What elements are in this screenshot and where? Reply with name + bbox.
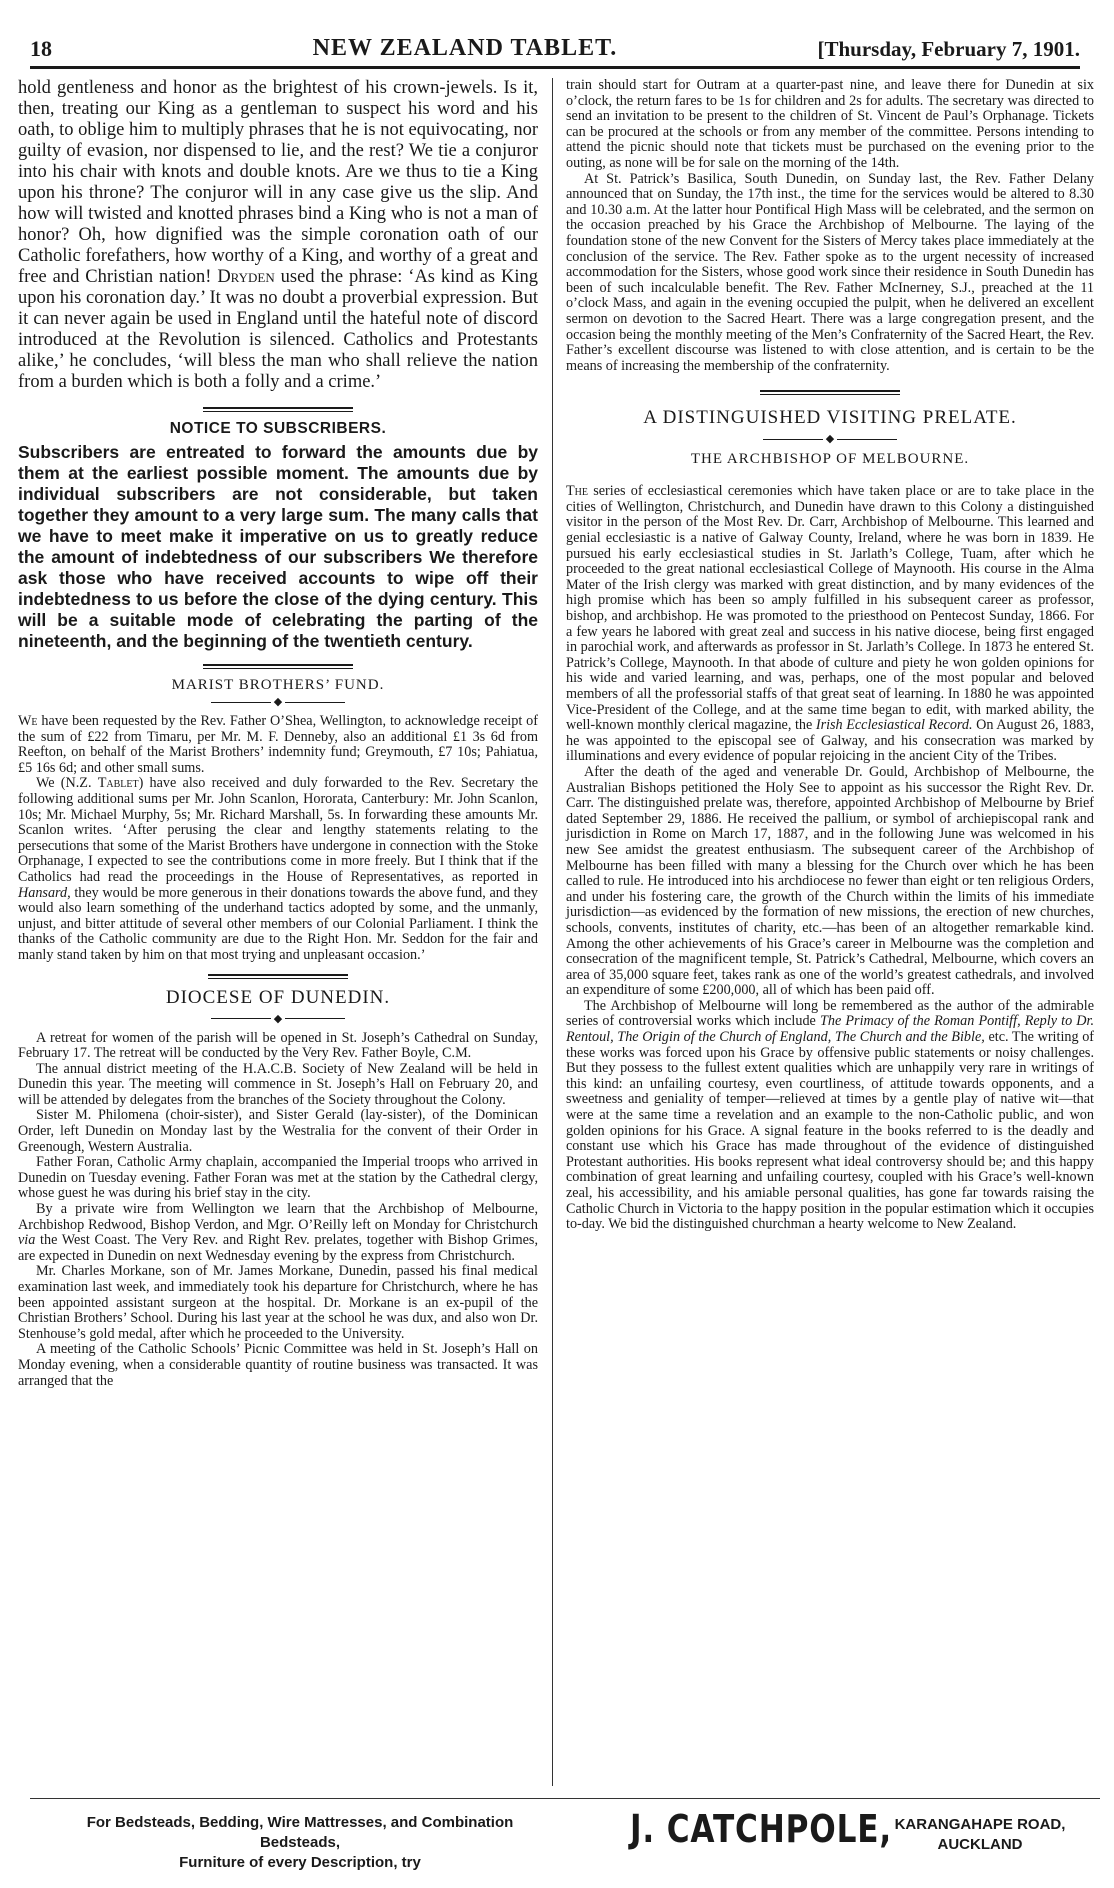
prelate-paragraph: The series of ecclesiastical ceremonies which have taken place or are to take place in the cities of Wellington, Christchurch, and Dunedin have drawn to this Colony a distinguished visitor in the person of the Most Rev. Dr. Carr, Archbishop of Melbourne. This learned and genial ecclesiastic is a native of Galway County, Ireland, where he was born in 1839. He pursued his early ecclesiastical studies in St. Jarlath’s College, Tuam, after which he proceeded to the great national ecclesiastical College of Maynooth. His course in the Alma Mater of the Irish clergy was marked with great distinction, and by many evidences of the high promise which has been so amply fulfilled in his subsequent career as professor, bishop, and archbishop. He was promoted to the priesthood on Pentecost Sunday, 1866. For a few years he labored with great zeal and success in his native diocese, being first engaged in parochial work, and afterwards as professor in St. Jarlath’s College. In 1873 he entered St. Patrick’s College, Maynooth. In that abode of culture and piety he won golden opinions for his wide and varied learning, and was, perhaps, one of the most popular and beloved members of all the professorial staffs of that great seat of learning. In 1880 he was appointed Vice-President of the College, and at the same time began to edit, with marked ability, the well-known monthly clerical magazine, the Irish Ecclesiastical Record. On August 26, 1883, he was appointed to the episcopal see of Galway, and his consecration was marked by illuminations and every evidence of popular rejoicing in the ancient City of the Tribes. [566, 483, 1095, 765]
prelate-article [566, 407, 1094, 1233]
section-divider [203, 407, 353, 412]
page-number: 18 [30, 36, 52, 61]
marist-paragraph: We (N.Z. Tablet) have also received and duly forwarded to the Rev. Secretary the following additional sums per Mr. John Scanlon, Hororata, Canterbury: Mr. John Scanlon, 10s; Mr. Michael Murphy, 5s; Mr. Richard Marshall, 5s. In forwarding these amounts Mr. Scanlon writes. ‘After perusing the clear and lengthy statements relating to the persecutions that some of the Marist Brothers have undergone in connection with the Stoke Orphanage, I expected to see the contributions come in more freely. But I think that if the Catholics had read the proceedings in the House of Representatives, as reported in Hansard, they would be more generous in their donations towards the above fund, and they would also learn something of the underhand tactics adopted by some, and the unmanly, unjust, and bitter attitude of several other members of our Colonial Parliament. I think the thanks of the Catholic community are due to the Right Hon. Mr. Seddon for the fair and manly stand taken by him on that most trying and unpleasant occasion.’ [18, 775, 539, 963]
prelate-subtitle: THE ARCHBISHOP OF MELBOURNE. [690, 451, 970, 468]
diocese-paragraph: At St. Patrick’s Basilica, South Dunedin, on Sunday last, the Rev. Father Delany announced that on Sunday, the 17th inst., the time for the services would be altered to 8.30 and 10.30 a.m. At the latter hour Pontifical High Mass will be celebrated, and the sermon on the occasion preached by his Grace the Archbishop of Melbourne. The laying of the foundation stone of the new Convent for the Sisters of Mercy takes place immediately at the conclusion of the service. The Rev. Father spoke as to the urgent necessity of increased accommodation for the Sisters, whose good work since their residence in South Dunedin has been of such incalculable benefit. The Rev. Father McInerney, S.J., preached at the 11 o’clock Mass, and again in the evening occupied the pulpit, when he delivered an excellent sermon on devotion to the Sacred Heart. There was a large congregation present, and the occasion being the monthly meeting of the Men’s Confraternity of the Sacred Heart, the Rev. Father’s excellent discourse was listened to with close attention, and is certain to be the means of increasing the membership of the confraternity. [566, 170, 1094, 374]
page-header [30, 22, 1080, 69]
diocese-paragraph: Mr. Charles Morkane, son of Mr. James Morkane, Dunedin, passed his final medical examination last week, and immediately took his departure for Christchurch, where he has been appointed assistant surgeon at the hospital. Dr. Morkane is an ex-pupil of the Christian Brothers’ School. During his last year at the school he was dux, and also won Dr. Stenhouse’s gold medal, after which he proceeded to the University. [18, 1263, 538, 1342]
diocese-paragraph: A retreat for women of the parish will be opened in St. Joseph’s Cathedral on Sunday, February 17. The retreat will be conducted by the Very Rev. Father Boyle, C.M. [18, 1029, 538, 1062]
ornament-divider: ◆ [18, 696, 538, 708]
ad-text: For Bedsteads, Bedding, Wire Mattresses, and Combination Bedsteads, Furniture of every Description, try [86, 1814, 514, 1871]
diocese-paragraph: A meeting of the Catholic Schools’ Picnic Committee was held in St. Joseph’s Hall on Monday evening, when a considerable quantity of routine business was transacted. It was arranged that the [18, 1341, 538, 1389]
prelate-paragraph: The Archbishop of Melbourne will long be remembered as the author of the admirable series of controversial works which include The Primacy of the Roman Pontiff, Reply to Dr. Rentoul, The Origin of the Church of England, The Church and the Bible, etc. The writing of these works was forced upon his Grace by offensive public statements or noisy challenges. But they possess to the fullest extent qualities which are unhappily very rare in writings of this kind: an unfailing courtesy, even courtliness, of attitude towards opponents, and a sweetness and geniality of temper—relieved at times by a gentle play of native wit—that were at the same time a revelation and an example to the non-Catholic public, and won golden opinions for his Grace. A signal feature in the books referred to is the deadly and constant use which his Grace has made throughout of the evidence of distinguished Protestant authorities. His books represent what ideal controversy should be; and this happy combination of great learning and unfailing courtesy, coupled with his Grace’s well-known zeal, his accessibility, and his amiable personal qualities, has gone far towards raising the Catholic Church in Victoria to the happy position in the popular estimation which it occupies to-day. We bid the distinguished churchman a hearty welcome to New Zealand. [566, 997, 1095, 1233]
notice-text: Subscribers are entreated to forward the amounts due by them at the earliest possible moment. The amounts due by individual subscribers are not considerable, but taken together they amount to a very large sum. The many calls that we have to meet make it imperative on us to greatly reduce the amount of indebtedness of our subscribers We therefore ask those who have received accounts to wipe off their indebtedness to us before the close of the dying century. This will be a suitable mode of celebrating the parting of the nineteenth, and the beginning of the twentieth century. [18, 442, 538, 651]
section-divider [208, 974, 348, 979]
article-continuation: hold gentleness and honor as the brightest of his crown-jewels. Is it, then, treating our King as a gentleman to suspect his word and his oath, to oblige him to multiply phrases that he is not equivocating, nor guilty of evasion, nor dispensed to lie, and the rest? We tie a conjuror into his chair with knots and double knots. Are we thus to tie a King upon his throne? The conjuror will in any case give us the slip. And how will twisted and knotted phrases bind a King who is not a man of honor? Oh, how dignified was the simple coronation oath of our Catholic forefathers, how worthy of a King, and worthy of a great and free and Christian nation! Dryden used the phrase: ‘As kind as King upon his coronation day.’ It was no doubt a proverbial expression. But it can never again be used in England until the hateful note of discord introduced at the Revolution is silenced. Catholics and Protestants alike,’ he concludes, ‘will bless the man who shall relieve the nation from a burden which is both a folly and a crime.’ [18, 78, 539, 392]
ornament-divider: ◆ [18, 1013, 538, 1025]
masthead-title: NEW ZEALAND TABLET. [312, 35, 618, 61]
left-column [18, 78, 538, 1389]
diocese-paragraph: The annual district meeting of the H.A.C.B. Society of New Zealand will be held in Dunedin this year. The meeting will commence in St. Joseph’s Hall on February 20, and will be attended by delegates from the branches of the Society throughout the Colony. [18, 1060, 538, 1108]
right-column [566, 78, 1094, 1233]
notice-subscribers [18, 420, 538, 652]
ad-business-name: J. CATCHPOLE, [630, 1807, 893, 1851]
prelate-paragraph: After the death of the aged and venerable Dr. Gould, Archbishop of Melbourne, the Australian Bishops petitioned the Holy See to appoint as his successor the Right Rev. Dr. Carr. The distinguished prelate was, therefore, appointed Archbishop of Melbourne by Brief dated September 29, 1886. He received the pallium, or symbol of archiepiscopal rank and jurisdiction in Rome on March 17, 1887, and in the following June was welcomed in his new See amidst the greatest enthusiasm. The subsequent career of the Archbishop of Melbourne has been filled with many a blessing for the Church over which he has been called to rule. He introduced into his archdiocese no fewer than eight or ten religious Orders, and under his fostering care, the growth of the Church within the limits of his immediate jurisdiction—as evidenced by the formation of new missions, the erection of new churches, schools, convents, institutes of charity, etc.—has been of an altogether remarkable kind. Among the other achievements of his Grace’s career in Melbourne was the completion and consecration of the magnificent temple, St. Patrick’s Cathedral, Melbourne, which covers an area of 35,000 square feet, takes rank as one of the world’s greatest cathedrals, and involved an expenditure of some £200,000, all of which has been paid off. [566, 763, 1094, 999]
issue-date: [Thursday, February 7, 1901. [817, 37, 1080, 61]
marist-fund-article [18, 677, 538, 964]
marist-title: MARIST BROTHERS’ FUND. [171, 677, 385, 693]
diocese-title: DIOCESE OF DUNEDIN. [165, 986, 391, 1008]
ornament-divider: ◆ [566, 433, 1094, 445]
marist-paragraph: We have been requested by the Rev. Father O’Shea, Wellington, to acknowledge receipt of the sum of £22 from Timaru, per Mr. M. F. Denneby, also an additional £1 3s 6d from Reefton, on behalf of the Marist Brothers’ indemnity fund; Greymouth, £7 10s; Pahiatua, £5 16s 6d; and other small sums. [18, 713, 538, 776]
section-divider [760, 390, 900, 395]
diocese-article [18, 987, 538, 1390]
notice-title: NOTICE TO SUBSCRIBERS. [169, 420, 387, 437]
section-divider [203, 664, 353, 669]
column-rule [552, 78, 553, 1786]
diocese-paragraph: Father Foran, Catholic Army chaplain, accompanied the Imperial troops who arrived in Dunedin on Tuesday evening. Father Foran was met at the station by the Cathedral clergy, whose guest he was during his brief stay in the city. [18, 1154, 538, 1202]
diocese-continuation: train should start for Outram at a quarter-past nine, and leave there for Dunedin at six o’clock, the return fares to be 1s for children and 2s for adults. The secretary was directed to send an invitation to be present to the children of St. Vincent de Paul’s Orphanage. Tickets can be procured at the schools or from any member of the committee. Persons intending to attend the picnic should note that tickets must be purchased on the evening prior to the outing, as none will be for sale on the morning of the 14th. [566, 77, 1094, 171]
prelate-title: A DISTINGUISHED VISITING PRELATE. [643, 407, 1017, 429]
ad-address: KARANGAHAPE ROAD, AUCKLAND [894, 1816, 1066, 1853]
footer-advertisement [30, 1798, 1100, 1869]
diocese-paragraph: Sister M. Philomena (choir-sister), and Sister Gerald (lay-sister), of the Dominican Order, left Dunedin on Monday last by the Westralia for the convent of their Order in Greenough, Western Australia. [18, 1107, 538, 1155]
diocese-paragraph: By a private wire from Wellington we learn that the Archbishop of Melbourne, Archbishop Redwood, Bishop Verdon, and Mgr. O’Reilly left on Monday for Christchurch via the West Coast. The Very Rev. and Right Rev. prelates, together with Bishop Grimes, are expected in Dunedin on next Wednesday evening by the express from Christchurch. [18, 1201, 539, 1264]
